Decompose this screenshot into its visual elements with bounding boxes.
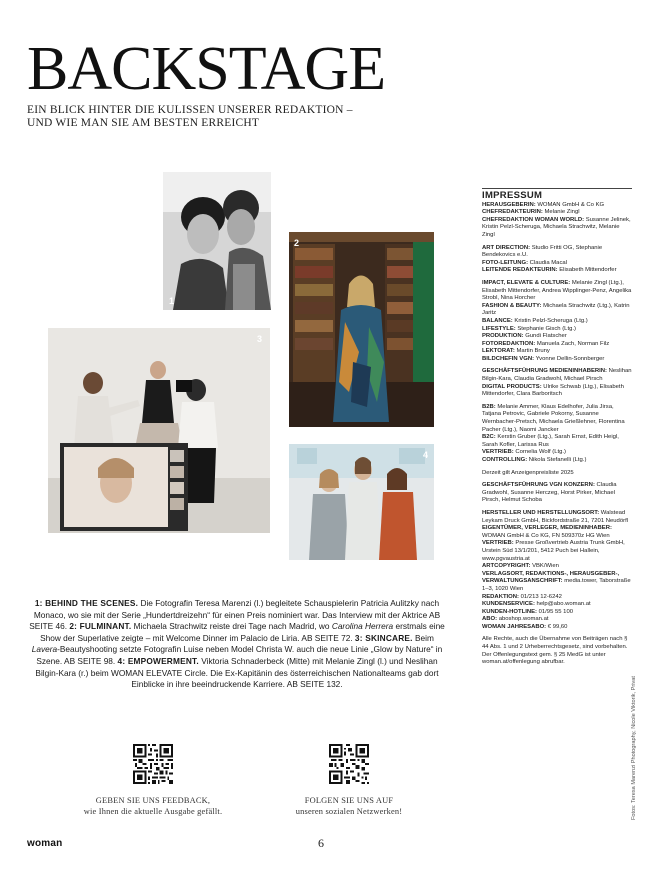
caption-1-text: Die Fotografin Teresa Marenzi (l.) begleitete Schauspielerin Patricia Aulitzky nach Monaco, wo sie mit der Serie „Hundertdreizehn“ für einen Preis nominiert war. Das Interview mit der Aktrice AB SEITE 46. bbox=[29, 598, 441, 632]
impressum-entry bbox=[482, 470, 632, 478]
impressum-block bbox=[482, 482, 632, 505]
impressum-entry bbox=[482, 404, 632, 434]
caption-4-text: Viktoria Schnaderbeck (Mitte) mit Melanie Zingl (l.) und Neslihan Bilgin-Kara (r.) beim WOMAN ELEVATE Circle. Die Ex-Kapitänin des österreichischen Nationalteams gab dort Einblicke in ihre beeindruckende Karriere. AB SEITE 132. bbox=[35, 655, 439, 690]
impressum-entry-label: LEKTORAT: bbox=[482, 348, 515, 355]
impressum-entry bbox=[482, 571, 632, 594]
impressum-entry-label: VERTRIEB: bbox=[482, 449, 514, 456]
impressum-entry-value: Stephanie Gisch (Ltg.) bbox=[515, 325, 576, 332]
impressum-entry-label: B2C: bbox=[482, 434, 496, 441]
photo-captions bbox=[27, 598, 447, 691]
photo-number: 1 bbox=[169, 296, 175, 306]
impressum-entry-value: Michaela Strachwitz (Ltg.), Katrin Jaritz bbox=[482, 302, 630, 317]
impressum-entry-label: GESCHÄFTSFÜHRUNG MEDIENINHABERIN: bbox=[482, 368, 608, 375]
impressum-rule bbox=[482, 188, 632, 189]
impressum-title: IMPRESSUM bbox=[482, 190, 543, 201]
feedback-qr-code[interactable] bbox=[133, 744, 173, 784]
impressum-entry-value: Cornelia Wolf (Ltg.) bbox=[513, 449, 567, 456]
impressum-entry bbox=[482, 368, 632, 383]
impressum-entry-value: Derzeit gilt Anzeigenpreisliste 2025 bbox=[482, 469, 574, 476]
impressum-entry bbox=[482, 482, 632, 505]
impressum-entry-label: FASHION & BEAUTY: bbox=[482, 302, 542, 309]
page-number: 6 bbox=[318, 836, 324, 850]
impressum-entry bbox=[482, 510, 632, 525]
impressum-entry-value: Gundi Flatscher bbox=[523, 333, 567, 340]
impressum-entry bbox=[482, 260, 632, 268]
photo-number: 3 bbox=[256, 334, 262, 344]
social-line-1: FOLGEN SIE UNS AUF bbox=[304, 796, 394, 805]
impressum-entry-value: Yvonne Dellin-Sonnberger bbox=[534, 355, 605, 362]
impressum-entry-label: BILDCHEFIN VGN: bbox=[482, 355, 535, 362]
impressum-entry bbox=[482, 217, 632, 240]
caption-3-text-cont: -Beautyshooting setzte Fotografin Luise neben Model Christa W. auch die neue Linie „Glow by Nature“ in Szene. AB SEITE 98. bbox=[36, 644, 443, 666]
impressum-entry-label: CONTROLLING: bbox=[482, 457, 528, 463]
impressum-entry-label: LIFESTYLE: bbox=[482, 325, 516, 332]
impressum-entry bbox=[482, 245, 632, 260]
impressum-entry bbox=[482, 209, 632, 217]
impressum-block bbox=[482, 245, 632, 275]
impressum-block bbox=[482, 202, 632, 240]
impressum-entry-label: PRODUKTION: bbox=[482, 333, 524, 340]
photo-number: 2 bbox=[294, 238, 300, 248]
impressum-entry-label: GESCHÄFTSFÜHRUNG VGN KONZERN: bbox=[482, 482, 595, 489]
photo-3-skincare bbox=[48, 328, 270, 533]
impressum-entry-label: EIGENTÜMER, VERLEGER, MEDIENINHABER: bbox=[482, 525, 612, 532]
impressum-entry-label: CHEFREDAKTION WOMAN WORLD: bbox=[482, 216, 585, 223]
impressum-entry bbox=[482, 434, 632, 449]
impressum-entry bbox=[482, 333, 632, 341]
impressum-entry-value: help@abo.woman.at bbox=[534, 601, 591, 608]
caption-2-text: Michaela Strachwitz reiste drei Tage nach Madrid, wo bbox=[131, 621, 332, 632]
impressum-entry bbox=[482, 280, 632, 303]
impressum-entry-label: HERAUSGEBERIN: bbox=[482, 201, 536, 208]
impressum-entry bbox=[482, 326, 632, 334]
photo-number: 4 bbox=[422, 450, 428, 460]
caption-2-heading: 2: FULMINANT. bbox=[69, 621, 132, 632]
impressum-block bbox=[482, 636, 632, 666]
impressum-entry-value: 01/213 12-6242 bbox=[518, 593, 562, 600]
feedback-line-1: GEBEN SIE UNS FEEDBACK, bbox=[95, 796, 211, 805]
impressum-entry bbox=[482, 457, 632, 465]
caption-2-brand: Carolina Herrera bbox=[331, 621, 394, 632]
impressum-block bbox=[482, 368, 632, 398]
brand-logo: woman bbox=[27, 838, 63, 849]
impressum-entry-label: VERTRIEB: bbox=[482, 540, 514, 547]
impressum-entry-label: REDAKTION: bbox=[482, 593, 519, 600]
impressum bbox=[482, 188, 632, 672]
impressum-entry bbox=[482, 318, 632, 326]
caption-2-text-cont: erstmals eine Show der Superlative zeigte – mit Welcome Dinner im Palacio de Liria. AB SEITE 72. bbox=[40, 621, 445, 643]
caption-3-brand: Lavera bbox=[31, 644, 58, 655]
impressum-entry-value: Melanie Zingl (Ltg.), Elisabeth Mittendorfer, Andrea Wipplinger-Penz, Angelika Strobl, Nina Horcher bbox=[482, 279, 632, 302]
impressum-entry-value: Presse Großvertrieb Austria Trunk GmbH, Urstein Süd 13/1/201, 5412 Puch bei Hallein, www.pgvaustria.at bbox=[482, 540, 625, 562]
impressum-entry-value: Melanie Zingl bbox=[542, 209, 580, 216]
impressum-entry bbox=[482, 540, 632, 563]
impressum-entry-label: FOTO-LEITUNG: bbox=[482, 259, 529, 266]
impressum-entry-label: VERLAGSORT, REDAKTIONS-, HERAUSGEBER-, VERWALTUNGSANSCHRIFT: bbox=[482, 570, 620, 585]
impressum-entry-value: Martin Bruny bbox=[514, 348, 550, 355]
impressum-entry bbox=[482, 341, 632, 349]
impressum-entry-label: HERSTELLER UND HERSTELLUNGSORT: bbox=[482, 509, 600, 516]
photo-2-fulminant bbox=[289, 232, 434, 427]
feedback-line-2: wie Ihnen die aktuelle Ausgabe gefällt. bbox=[83, 807, 223, 816]
impressum-entry-label: KUNDENSERVICE: bbox=[482, 601, 535, 608]
photo-credit: Fotos: Teresa Marenzi Photography, Nicole Viktorik, Privat bbox=[631, 676, 637, 820]
impressum-entry-value: 01/95 55 100 bbox=[536, 608, 574, 615]
impressum-entry-label: FOTOREDAKTION: bbox=[482, 340, 536, 347]
impressum-entry bbox=[482, 356, 632, 364]
impressum-block bbox=[482, 470, 632, 478]
impressum-entry bbox=[482, 303, 632, 318]
impressum-entry-label: B2B: bbox=[482, 403, 496, 410]
impressum-entry-value: Studio Fritti OG, Stephanie Bendekovics e.U. bbox=[482, 244, 603, 259]
social-qr-code[interactable] bbox=[329, 744, 369, 784]
impressum-entry bbox=[482, 563, 632, 571]
impressum-blocks bbox=[482, 202, 632, 667]
caption-1-heading: 1: BEHIND THE SCENES. bbox=[34, 598, 139, 608]
impressum-entry bbox=[482, 267, 632, 275]
impressum-entry-value: media.tower, Taborstraße 1–3, 1020 Wien bbox=[482, 578, 631, 592]
impressum-entry bbox=[482, 616, 632, 624]
impressum-entry bbox=[482, 348, 632, 356]
impressum-entry-label: KUNDEN-HOTLINE: bbox=[482, 608, 537, 615]
impressum-entry-label: CHEFREDAKTEURIN: bbox=[482, 209, 543, 216]
photo-4-empowerment bbox=[289, 444, 434, 560]
impressum-block bbox=[482, 280, 632, 364]
impressum-entry-label: ARTCOPYRIGHT: bbox=[482, 563, 531, 570]
impressum-entry bbox=[482, 525, 632, 540]
social-line-2: unseren sozialen Netzwerken! bbox=[295, 807, 403, 816]
impressum-entry-value: aboshop.woman.at bbox=[497, 616, 549, 623]
impressum-entry-label: IMPACT, ELEVATE & CULTURE: bbox=[482, 279, 571, 286]
impressum-entry-value: € 99,60 bbox=[546, 623, 568, 630]
impressum-entry-label: ABO: bbox=[482, 616, 498, 623]
impressum-entry-value: VBK/Wien bbox=[530, 563, 559, 570]
caption-3-text: Beim bbox=[412, 632, 434, 643]
impressum-entry bbox=[482, 636, 632, 666]
impressum-entry bbox=[482, 624, 632, 632]
impressum-block bbox=[482, 510, 632, 632]
feedback-label bbox=[63, 795, 243, 817]
impressum-entry bbox=[482, 449, 632, 457]
photo-1-behind-the-scenes bbox=[163, 172, 271, 310]
impressum-block bbox=[482, 404, 632, 465]
impressum-entry-value: Neslihan Bilgin-Kara, Claudia Gradwohl, Michael Pirsch bbox=[482, 368, 632, 383]
impressum-entry bbox=[482, 202, 632, 210]
impressum-entry-value: Manuela Zach, Norman Filz bbox=[535, 340, 610, 347]
impressum-entry bbox=[482, 609, 632, 617]
page-title: BACKSTAGE bbox=[27, 35, 386, 103]
social-label bbox=[259, 795, 439, 817]
impressum-entry-value: Melanie Ammer, Klaus Edelhofer, Julia Jirsa, Tatjana Petrovic, Gabriele Pokorny, Susanne Wernbacher-Pretsch, Michaela Grießlehner, Florentina Pacher (Ltg.), Naomi Jancker bbox=[482, 403, 625, 433]
impressum-entry-value: Claudia Macal bbox=[528, 259, 567, 266]
impressum-entry-label: ART DIRECTION: bbox=[482, 244, 531, 251]
impressum-entry-value: Elisabeth Mittendorfer bbox=[557, 267, 617, 274]
impressum-entry-value: Walstead Leykam Druck GmbH, Bickfordstraße 21, 7201 Neudörfl bbox=[482, 509, 629, 524]
impressum-entry-label: LEITENDE REDAKTEURIN: bbox=[482, 267, 558, 274]
impressum-entry bbox=[482, 594, 632, 602]
subtitle-line-2: UND WIE MAN SIE AM BESTEN ERREICHT bbox=[27, 117, 260, 129]
impressum-entry-value: WOMAN GmbH & Co KG bbox=[535, 201, 605, 208]
impressum-entry-label: WOMAN JAHRESABO: bbox=[482, 623, 547, 630]
impressum-entry-value: Kerstin Gruber (Ltg.), Sarah Ernst, Edith Heigl, Sarah Kofler, Larissa Rus bbox=[482, 434, 619, 448]
impressum-entry bbox=[482, 384, 632, 399]
caption-3-heading: 3: SKINCARE. bbox=[354, 632, 413, 643]
impressum-entry bbox=[482, 601, 632, 609]
caption-4-heading: 4: EMPOWERMENT. bbox=[117, 655, 199, 666]
impressum-entry-value: Alle Rechte, auch die Übernahme von Beiträgen nach § 44 Abs. 1 und 2 Urheberrechtsgesetz, sind vorbehalten. Der Offenlegungstext gem. § 25 MedG ist unter woman.at/offenlegung abrufbar. bbox=[482, 636, 628, 666]
impressum-entry-value: Nikola Stefanelli (Ltg.) bbox=[527, 457, 587, 463]
impressum-entry-label: DIGITAL PRODUCTS: bbox=[482, 383, 542, 390]
impressum-entry-value: WOMAN GmbH & Co KG, FN 509370z HG Wien bbox=[482, 532, 610, 539]
impressum-entry-value: Ulrike Schwab (Ltg.), Elisabeth Mittendorfer, Clara Barboritsch bbox=[482, 383, 624, 398]
impressum-entry-value: Susanne Jelinek, Kristin Pelzl-Scheruga, Michaela Strachwitz, Melanie Zingl bbox=[482, 216, 631, 238]
page-subtitle bbox=[27, 104, 367, 130]
impressum-entry-value: Kristin Pelzl-Scheruga (Ltg.) bbox=[512, 317, 588, 324]
impressum-entry-label: BALANCE: bbox=[482, 317, 513, 324]
impressum-entry-value: Claudia Gradwohl, Susanne Herczeg, Horst Pirker, Michael Pirsch, Helmut Schoba bbox=[482, 482, 617, 504]
subtitle-line-1: EIN BLICK HINTER DIE KULISSEN UNSERER REDAKTION – bbox=[27, 104, 353, 116]
